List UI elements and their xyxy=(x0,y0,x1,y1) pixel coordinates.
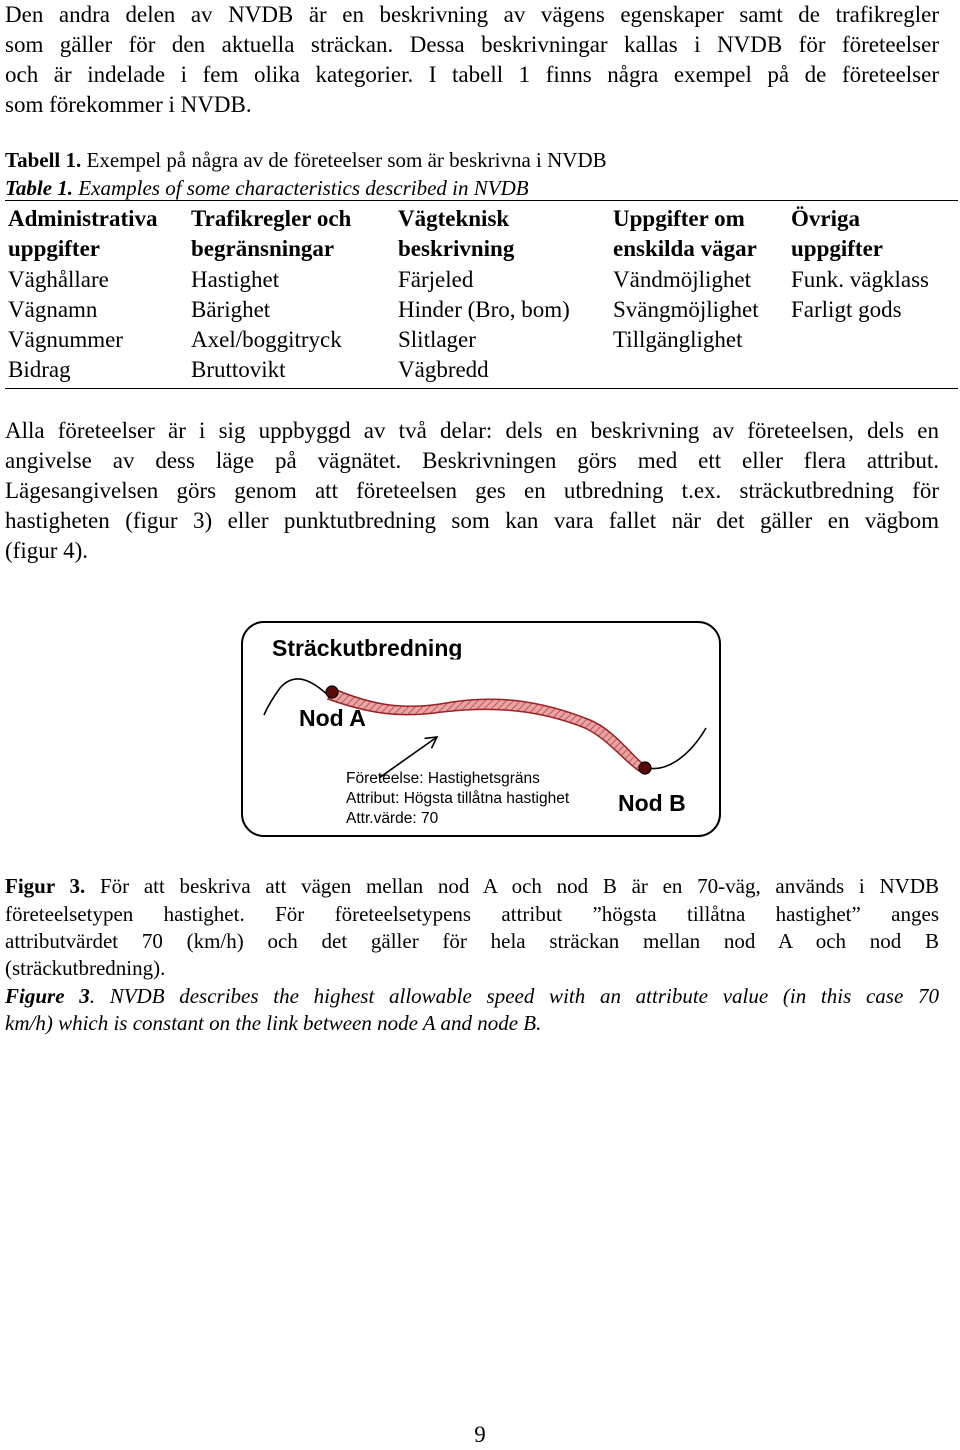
table-row xyxy=(5,325,958,355)
figure-caption-line-2: företeelsetypen hastighet. För företeelsetypens attribut ”högsta tillåtna hastighet” anges xyxy=(5,902,939,926)
table-cell xyxy=(610,355,788,389)
node-a-point xyxy=(326,686,338,698)
intro-line-2: som gäller för den aktuella sträckan. Dessa beskrivningar kallas i NVDB för företeelser xyxy=(5,32,939,57)
table-header-cell: Uppgifter om enskilda vägar xyxy=(613,206,757,261)
table-cell: Bidrag xyxy=(8,357,71,382)
table-caption-sv xyxy=(5,146,607,174)
page-number: 9 xyxy=(474,1422,486,1447)
table-cell: Färjeled xyxy=(398,267,474,292)
intro-line-1: Den andra delen av NVDB är en beskrivning av vägens egenskaper samt de trafikregler xyxy=(5,2,939,27)
node-a-label: Nod A xyxy=(299,705,366,731)
figure-caption-en-line-2: km/h) which is constant on the link between node A and node B. xyxy=(5,1011,542,1035)
characteristics-table xyxy=(5,200,958,389)
table-cell: Vägnummer xyxy=(8,327,123,352)
body-line-1: Alla företeelser är i sig uppbyggd av två delar: dels en beskrivning av företeelsen, dels en xyxy=(5,418,939,443)
table-cell: Vägnamn xyxy=(8,297,98,322)
table-cell: Slitlager xyxy=(398,327,476,352)
node-b-point xyxy=(639,762,651,774)
body-line-4: hastigheten (figur 3) eller punktutbredning som kan vara fallet när det gäller en vägbom xyxy=(5,508,939,533)
figure-caption-en-label: Figure 3 xyxy=(5,984,90,1008)
table-cell: Bruttovikt xyxy=(191,357,286,382)
figure-caption-label: Figur 3. xyxy=(5,874,86,898)
intro-line-3: och är indelade i fem olika kategorier. I tabell 1 finns några exempel på de företeelser xyxy=(5,62,939,87)
body-line-3: Lägesangivelsen görs genom att företeelsen ges en utbredning t.ex. sträckutbredning för xyxy=(5,478,939,503)
node-b-label: Nod B xyxy=(618,790,686,816)
table-cell: Svängmöjlighet xyxy=(613,297,759,322)
table-cell: Vändmöjlighet xyxy=(613,267,751,292)
table-caption-en-label: Table 1. xyxy=(5,176,74,200)
figure-caption-en-line-1: Figure 3. NVDB describes the highest allowable speed with an attribute value (in this case 70 xyxy=(5,984,940,1008)
figure-title: Sträckutbredning xyxy=(272,635,463,661)
table-cell: Tillgänglighet xyxy=(613,327,743,352)
figure-3-diagram xyxy=(240,620,722,840)
table-cell: Väghållare xyxy=(8,267,109,292)
intro-line-4: som förekommer i NVDB. xyxy=(5,92,252,117)
figure-caption-line-3: attributvärdet 70 (km/h) och det gäller för hela sträckan mellan nod A och nod B xyxy=(5,929,939,953)
annotation-line-2: Attribut: Högsta tillåtna hastighet xyxy=(346,790,570,807)
table-cell xyxy=(788,355,958,389)
table-cell: Vägbredd xyxy=(398,357,489,382)
table-header-row xyxy=(5,201,958,265)
table-caption-en xyxy=(5,174,529,202)
figure-caption-line-4: (sträckutbredning). xyxy=(5,956,166,980)
table-cell: Hastighet xyxy=(191,267,280,292)
body-line-2: angivelse av dess läge på vägnätet. Beskrivningen görs med ett eller flera attribut. xyxy=(5,448,939,473)
table-caption-sv-text: Exempel på några av de företeelser som är beskrivna i NVDB xyxy=(81,148,607,172)
annotation-line-3: Attr.värde: 70 xyxy=(346,810,439,827)
body-line-5: (figur 4). xyxy=(5,538,89,563)
table-row xyxy=(5,295,958,325)
table-header-cell: Trafikregler och begränsningar xyxy=(191,206,352,261)
table-cell: Hinder (Bro, bom) xyxy=(398,297,570,322)
table-header-cell: Vägteknisk beskrivning xyxy=(398,206,515,261)
table-cell: Funk. vägklass xyxy=(791,267,929,292)
table-caption-en-text: Examples of some characteristics described in NVDB xyxy=(73,176,529,200)
figure-caption-line-1: Figur 3. För att beskriva att vägen mellan nod A och nod B är en 70-väg, används i NVDB xyxy=(5,874,939,898)
annotation-line-1: Företeelse: Hastighetsgräns xyxy=(346,770,540,787)
table-cell: Bärighet xyxy=(191,297,271,322)
table-cell xyxy=(788,325,958,355)
table-caption-sv-label: Tabell 1. xyxy=(5,148,82,172)
table-header-cell: Administrativa uppgifter xyxy=(8,206,158,261)
table-header-cell: Övriga uppgifter xyxy=(791,206,883,261)
table-row xyxy=(5,355,958,389)
table-cell: Axel/boggitryck xyxy=(191,327,342,352)
table-row xyxy=(5,264,958,295)
table-cell: Farligt gods xyxy=(791,297,902,322)
